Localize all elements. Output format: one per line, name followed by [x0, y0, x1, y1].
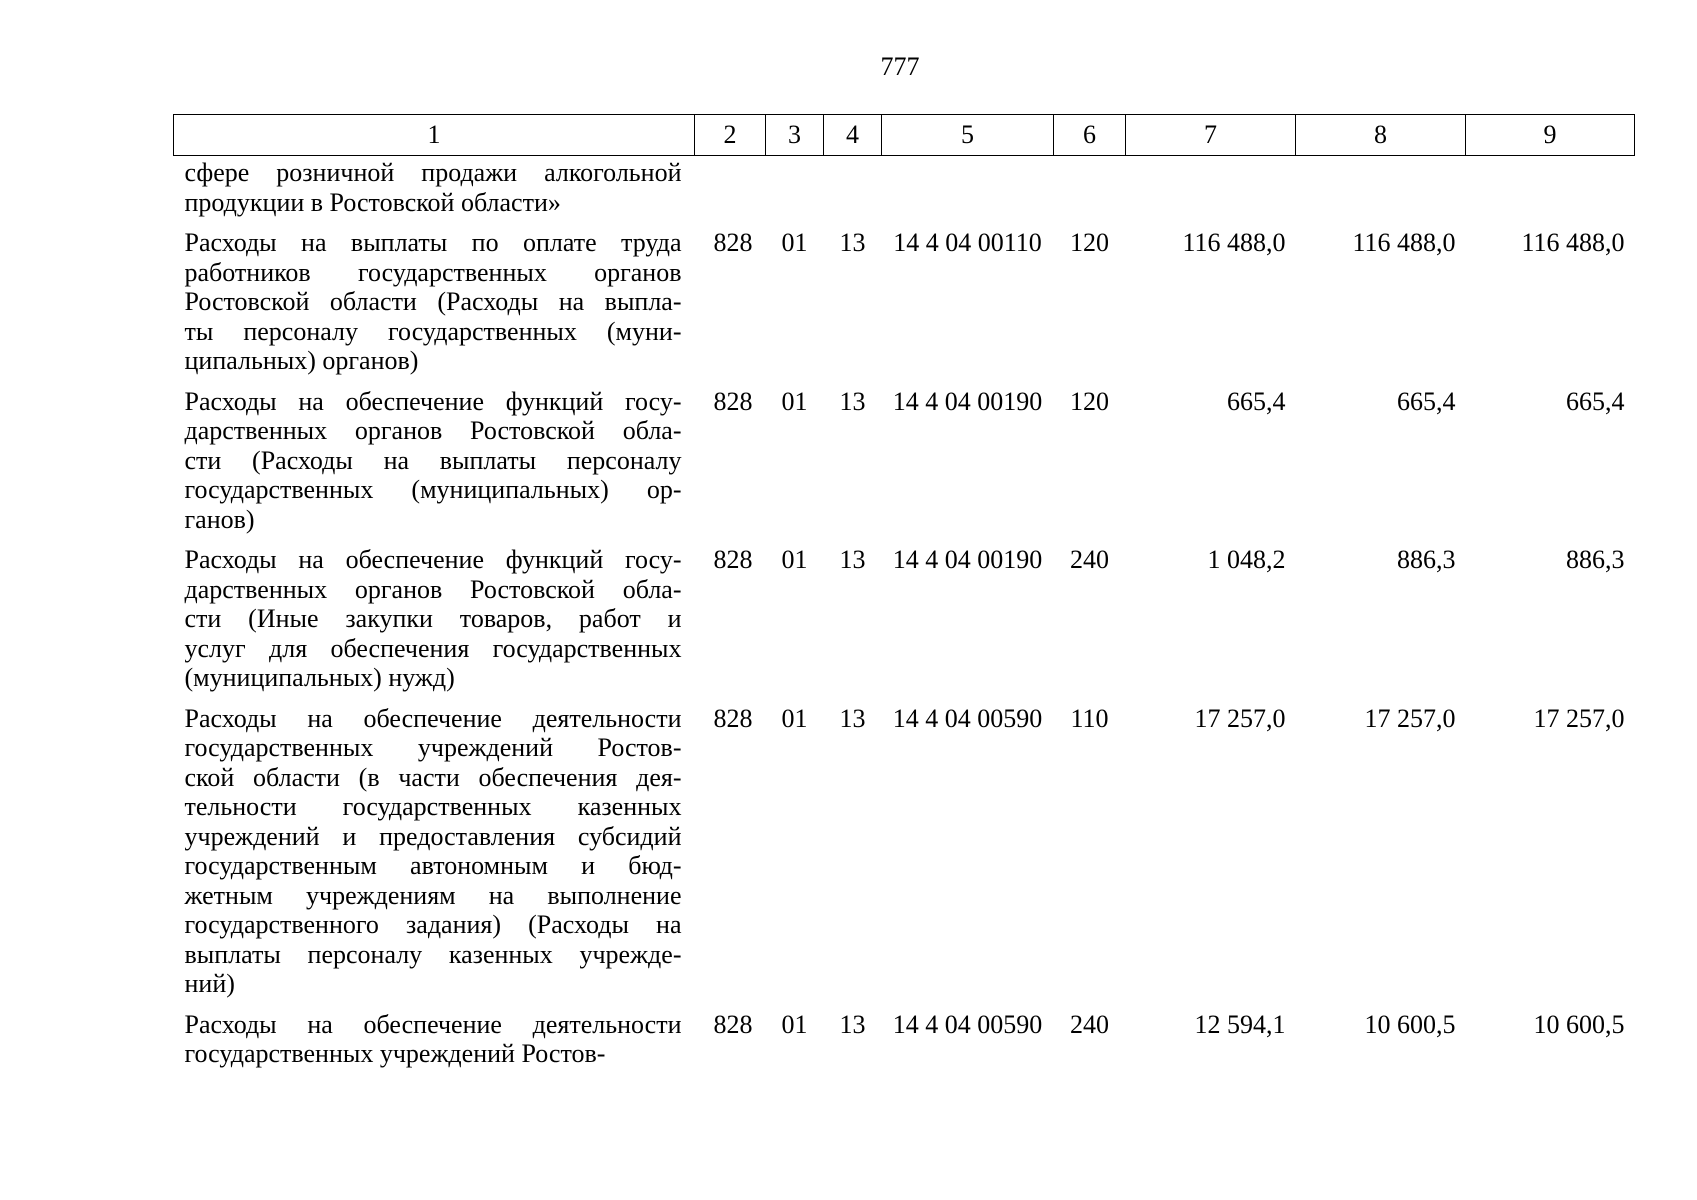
amount-col-9: 665,4 [1566, 386, 1625, 416]
amount-col-8: 10 600,5 [1364, 1009, 1456, 1039]
ministry-code [695, 156, 766, 229]
description-line: выплаты персоналу казенных учрежде- [184, 939, 682, 969]
description-line: сфере розничной продажи алкогольной [184, 158, 682, 187]
ministry-code: 828 [713, 386, 753, 416]
description-line: жетным учреждениям на выполнение [184, 880, 682, 910]
description-line: продукции в Ростовской области» [184, 187, 561, 217]
table-row [174, 156, 1635, 229]
subsection-code [824, 156, 882, 229]
amount-col-7: 116 488,0 [1182, 228, 1286, 257]
description-line: Расходы на выплаты по оплате труда [184, 228, 682, 257]
description-line: ской области (в части обеспечения дея- [184, 762, 682, 792]
description-line: ципальных) органов) [184, 346, 419, 375]
amount-col-9: 886,3 [1566, 545, 1625, 574]
ministry-code: 828 [713, 1009, 753, 1039]
target-article-code: 14 4 04 00590 [892, 1009, 1043, 1039]
amount-col-9: 17 257,0 [1533, 703, 1625, 733]
amount-col-9 [1466, 156, 1635, 229]
description-line: учреждений и предоставления субсидий [184, 821, 682, 851]
column-header-2: 2 [695, 115, 766, 156]
amount-col-8 [1296, 156, 1466, 229]
description-line: Расходы на обеспечение функций госу- [184, 545, 682, 574]
description-line: дарственных органов Ростовской обла- [184, 574, 682, 604]
header-row [174, 115, 1635, 156]
amount-col-8: 116 488,0 [1352, 228, 1456, 257]
expense-description [174, 228, 695, 387]
expense-type-code: 240 [1070, 545, 1109, 574]
expense-type-code: 120 [1070, 386, 1109, 416]
column-header-4: 4 [824, 115, 882, 156]
page-number: 777 [880, 52, 920, 81]
target-article-code: 14 4 04 00590 [892, 703, 1043, 733]
expense-description [174, 1010, 695, 1080]
table-row [174, 545, 1635, 704]
amount-col-7: 12 594,1 [1194, 1009, 1286, 1039]
column-header-5: 5 [882, 115, 1054, 156]
budget-table [173, 114, 1635, 1080]
description-line: (муниципальных) нужд) [184, 663, 455, 692]
description-line: государственного задания) (Расходы на [184, 910, 682, 939]
column-header-3: 3 [766, 115, 824, 156]
amount-col-8: 886,3 [1397, 545, 1456, 574]
description-line: Расходы на обеспечение деятельности [184, 703, 682, 733]
expense-type-code: 120 [1070, 228, 1109, 257]
amount-col-8: 17 257,0 [1364, 703, 1456, 733]
subsection-code: 13 [839, 545, 866, 574]
expense-description [174, 704, 695, 1010]
description-line: государственных (муниципальных) ор- [184, 475, 682, 504]
expense-type-code [1054, 156, 1126, 229]
description-line: ганов) [184, 504, 255, 534]
subsection-code: 13 [839, 703, 866, 733]
description-line: Расходы на обеспечение деятельности [184, 1009, 682, 1039]
amount-col-7 [1126, 156, 1296, 229]
table-row [174, 387, 1635, 546]
ministry-code: 828 [713, 228, 753, 257]
section-code: 01 [781, 228, 808, 257]
column-header-7: 7 [1126, 115, 1296, 156]
column-header-1: 1 [174, 115, 695, 156]
section-code: 01 [781, 386, 808, 416]
expense-type-code: 240 [1070, 1009, 1109, 1039]
target-article-code: 14 4 04 00110 [893, 228, 1042, 257]
subsection-code: 13 [839, 228, 866, 257]
description-line: государственных учреждений Ростов- [184, 733, 682, 762]
column-header-8: 8 [1296, 115, 1466, 156]
amount-col-7: 17 257,0 [1194, 703, 1286, 733]
description-line: государственных учреждений Ростов- [184, 1039, 606, 1068]
section-code: 01 [781, 703, 808, 733]
description-line: Расходы на обеспечение функций госу- [184, 386, 682, 416]
expense-description [174, 387, 695, 546]
ministry-code: 828 [713, 703, 753, 733]
description-line: сти (Расходы на выплаты персоналу [184, 445, 682, 475]
ministry-code: 828 [713, 545, 753, 574]
description-line: работников государственных органов [184, 257, 682, 287]
amount-col-9: 116 488,0 [1521, 228, 1625, 257]
column-header-6: 6 [1054, 115, 1126, 156]
amount-col-7: 665,4 [1227, 386, 1286, 416]
expense-description [174, 545, 695, 704]
description-line: дарственных органов Ростовской обла- [184, 416, 682, 445]
table-row [174, 1010, 1635, 1080]
target-article-code: 14 4 04 00190 [892, 545, 1043, 574]
amount-col-8: 665,4 [1397, 386, 1456, 416]
subsection-code: 13 [839, 386, 866, 416]
table-body [174, 156, 1635, 1080]
expense-description [174, 156, 695, 229]
description-line: ний) [184, 969, 235, 998]
section-code [766, 156, 824, 229]
description-line: Ростовской области (Расходы на выпла- [184, 287, 682, 316]
description-line: государственным автономным и бюд- [184, 851, 682, 880]
section-code: 01 [781, 1009, 808, 1039]
table-row [174, 704, 1635, 1010]
subsection-code: 13 [839, 1009, 866, 1039]
target-article-code: 14 4 04 00190 [892, 386, 1043, 416]
description-line: услуг для обеспечения государственных [184, 633, 682, 663]
description-line: тельности государственных казенных [184, 792, 682, 821]
column-header-9: 9 [1466, 115, 1635, 156]
description-line: ты персоналу государственных (муни- [184, 316, 682, 346]
table-header [174, 115, 1635, 156]
amount-col-7: 1 048,2 [1207, 545, 1286, 574]
amount-col-9: 10 600,5 [1533, 1009, 1625, 1039]
expense-type-code: 110 [1070, 703, 1109, 733]
target-article-code [882, 156, 1054, 229]
table-row [174, 228, 1635, 387]
section-code: 01 [781, 545, 808, 574]
description-line: сти (Иные закупки товаров, работ и [184, 604, 682, 633]
